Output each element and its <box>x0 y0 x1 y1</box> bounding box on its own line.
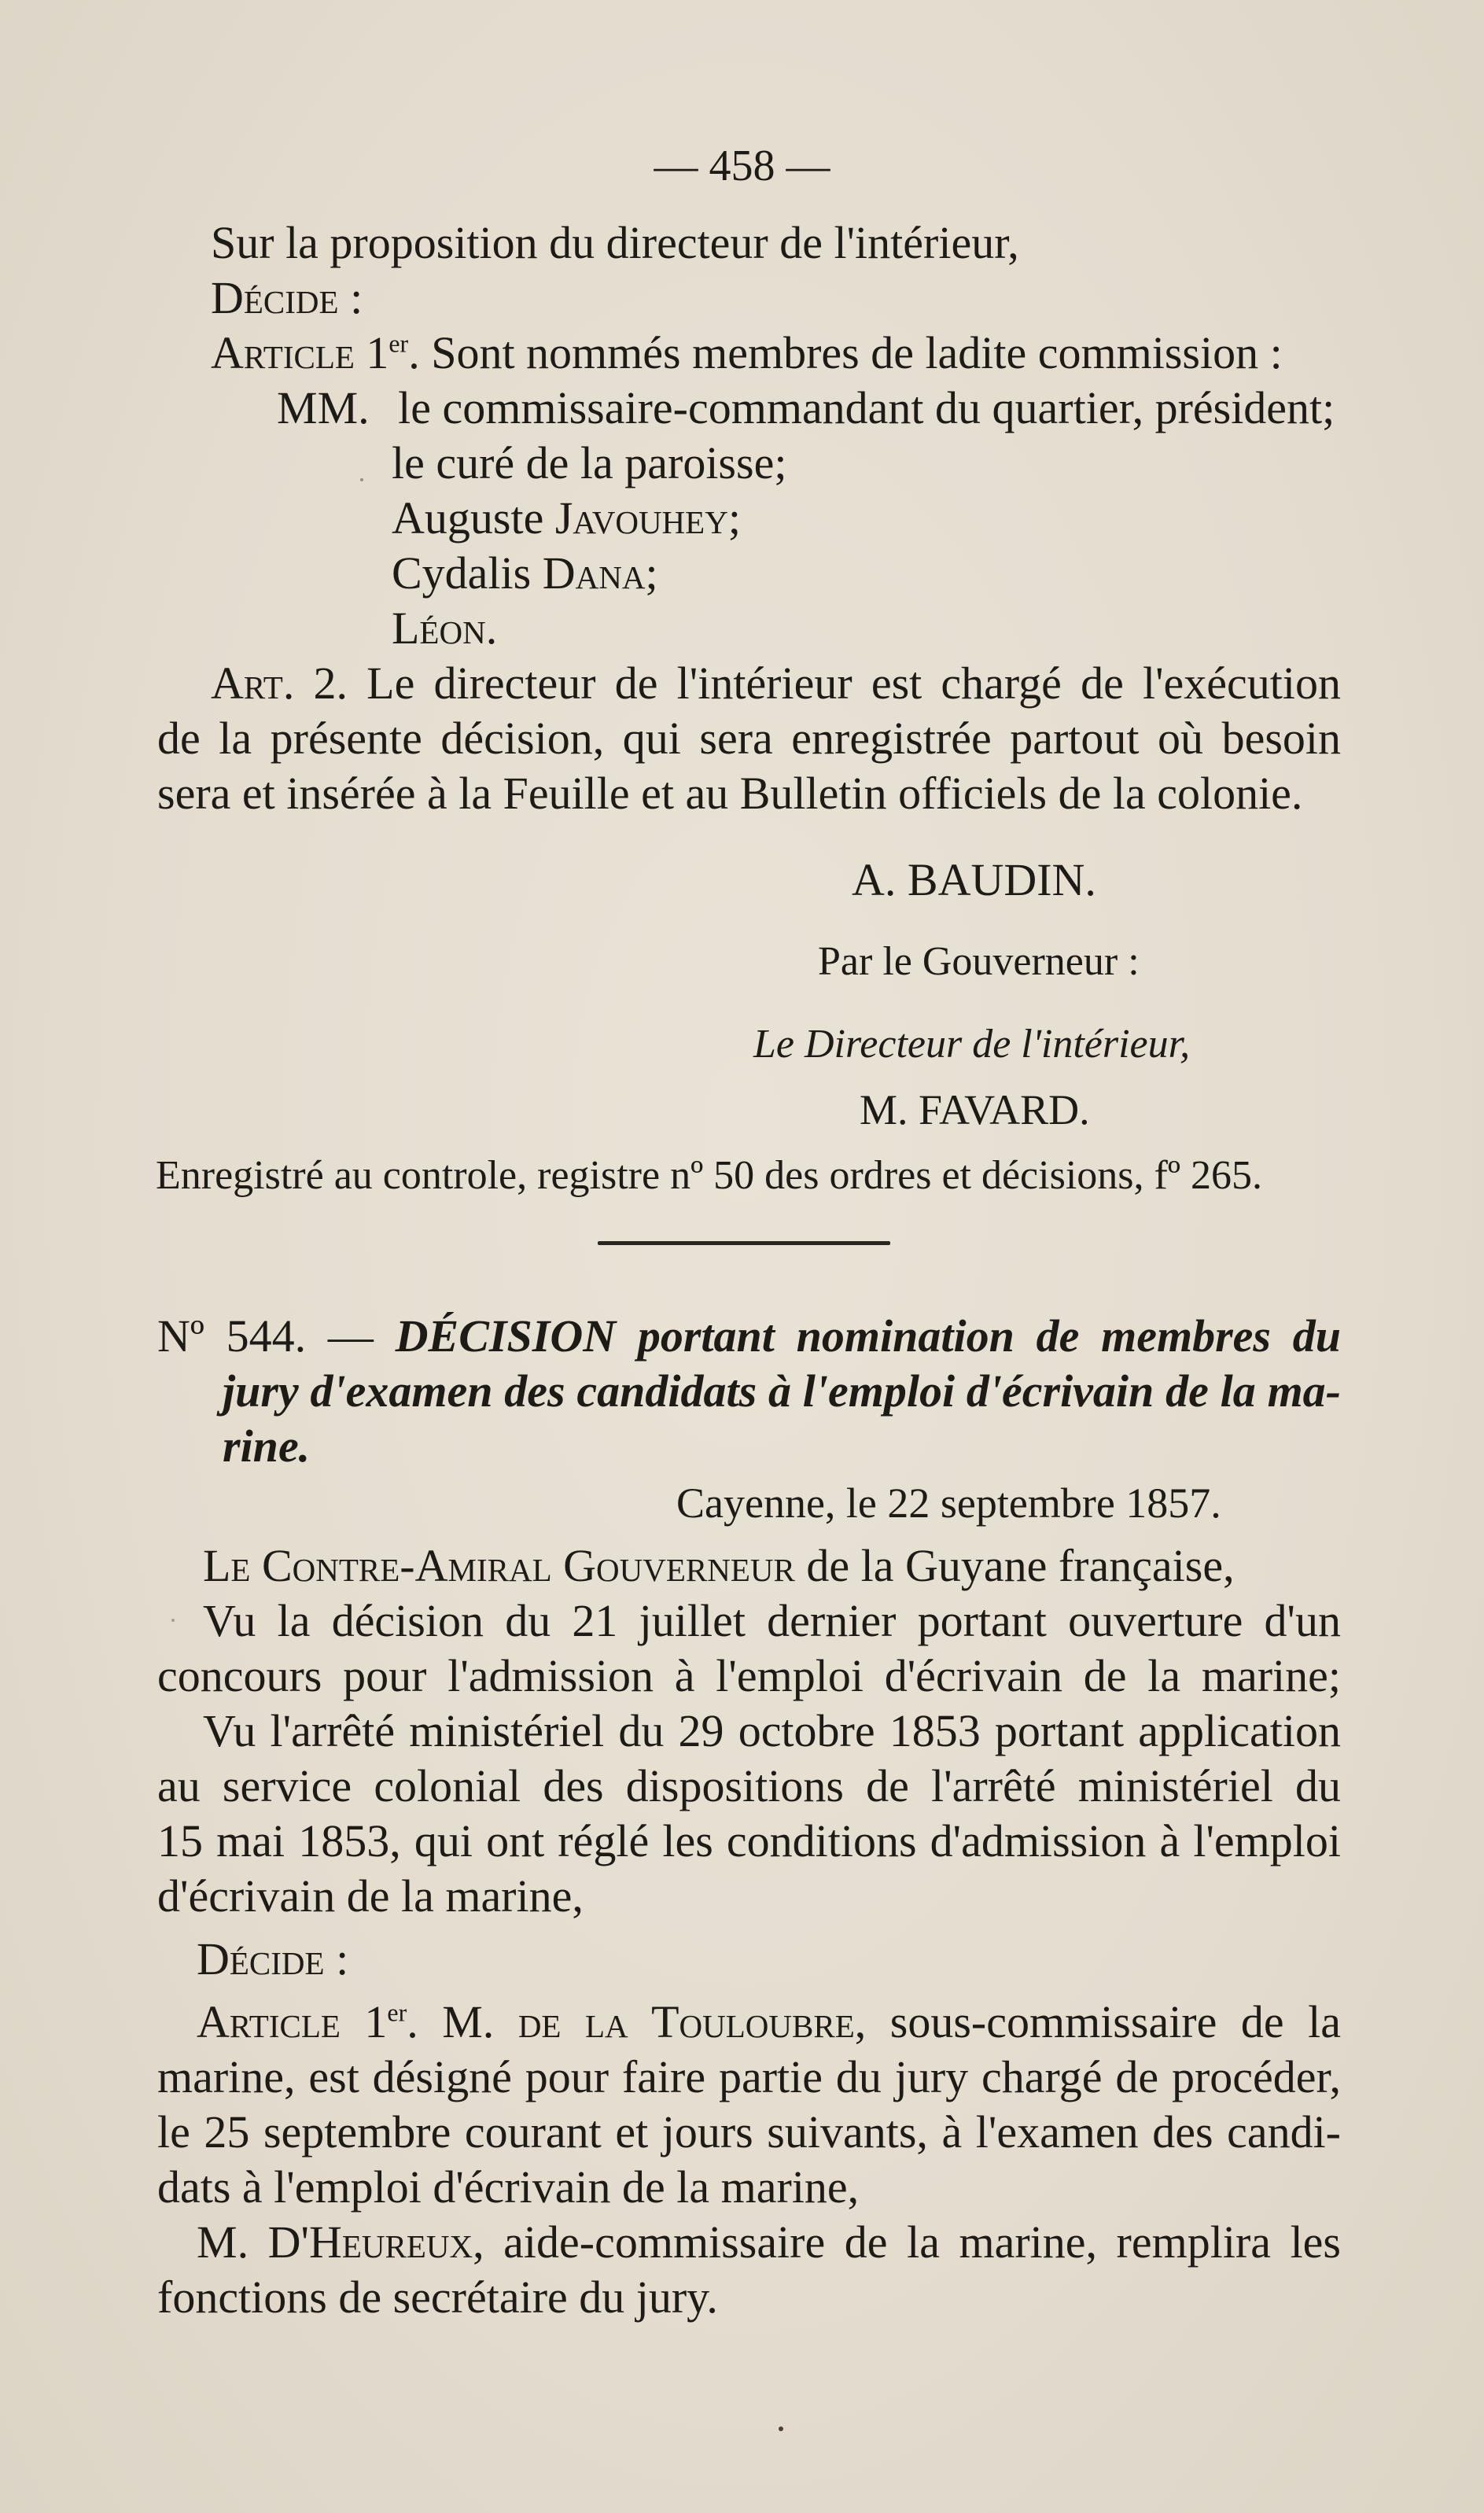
member-line-3 <box>392 492 741 544</box>
article-2-line-1 <box>211 658 1341 709</box>
article-2-label: Art. <box>211 658 295 709</box>
page-number: — 458 — <box>654 142 830 190</box>
member-name: Dana <box>542 547 646 599</box>
decide-label: Décide : <box>211 272 363 323</box>
decision-title: DÉCISION portant nomination de membres du <box>395 1310 1342 1362</box>
article-2-line-3: sera et insérée à la Feuille et au Bulletin officiels de la colonie. <box>157 768 1303 819</box>
registration-note: Enregistré au controle, registre nº 50 des ordres et décisions, fº 265. <box>156 1153 1262 1198</box>
decision-heading-line-3: rine. <box>223 1420 311 1472</box>
decide-label-2: Décide : <box>197 1933 349 1984</box>
signature: A. BAUDIN. <box>852 854 1096 905</box>
paper-speck <box>779 2426 783 2431</box>
vu-line-3: Vu l'arrêté ministériel du 29 octobre 1853 portant application <box>203 1705 1341 1756</box>
governor-title: Le Contre-Amiral Gouverneur <box>203 1540 795 1591</box>
article-1b-text: , sous-commissaire de la <box>854 1996 1341 2047</box>
secretary-line-1 <box>197 2216 1341 2268</box>
article-1b-line-1 <box>197 1996 1341 2048</box>
directeur-name: M. FAVARD. <box>860 1086 1090 1133</box>
governor-line <box>203 1540 1235 1592</box>
section-separator-rule <box>598 1241 890 1245</box>
article-1-label: Article 1 <box>211 327 389 378</box>
member-prefix: MM. <box>277 382 370 433</box>
article-2-line-2: de la présente décision, qui sera enregistrée partout où besoin <box>157 713 1341 764</box>
decision-heading-line-1 <box>157 1310 1341 1362</box>
vu-line-6: d'écrivain de la marine, <box>157 1870 584 1922</box>
vu-line-5: 15 mai 1853, qui ont réglé les conditions d'admission à l'emploi <box>157 1815 1341 1866</box>
member-line-2 <box>392 437 786 489</box>
article-1b-line-3: le 25 septembre courant et jours suivants, à l'examen des candi- <box>157 2106 1341 2157</box>
member-text: le curé de la paroisse; <box>392 437 787 488</box>
paper-speck <box>360 478 363 481</box>
intro-line: Sur la proposition du directeur de l'intérieur, <box>211 217 1019 268</box>
decision-heading-line-2: jury d'examen des candidats à l'emploi d'écrivain de la ma- <box>223 1365 1341 1417</box>
member-suffix: ; <box>727 492 741 544</box>
member-text: le commissaire-commandant du quartier, président; <box>398 382 1335 433</box>
member-suffix: . <box>485 602 498 654</box>
article-2-text: 2. Le directeur de l'intérieur est chargé de l'exécution <box>313 658 1342 709</box>
article-1b-label: Article 1 <box>197 1996 388 2047</box>
secretary-text: , aide-commissaire de la marine, remplira les <box>473 2216 1341 2268</box>
member-suffix: ; <box>645 547 658 599</box>
paper-speck <box>171 1619 175 1622</box>
place-date: Cayenne, le 22 septembre 1857. <box>676 1479 1221 1527</box>
article-1b-sup: er <box>387 1999 407 2027</box>
directeur-title: Le Directeur de l'intérieur, <box>753 1022 1191 1067</box>
secretary-line-2: fonctions de secrétaire du jury. <box>157 2272 718 2323</box>
vu-line-2: concours pour l'admission à l'emploi d'écrivain de la marine; <box>157 1650 1341 1701</box>
article-1b-line-4: dats à l'emploi d'écrivain de la marine, <box>157 2161 860 2213</box>
vu-line-4: au service colonial des dispositions de l'arrêté ministériel du <box>157 1760 1341 1811</box>
decision-dash: — <box>327 1310 374 1362</box>
member-name: Javouhey <box>554 492 728 544</box>
member-line-1 <box>277 382 1335 434</box>
member-line-5 <box>392 602 497 654</box>
article-1b-lead: . M. <box>407 1996 518 2047</box>
article-1b-name: de la Touloubre <box>517 1996 855 2047</box>
member-text: Auguste <box>392 492 555 544</box>
governor-rest: de la Guyane française, <box>794 1540 1235 1591</box>
secretary-lead: M. D' <box>197 2216 309 2268</box>
member-name: Léon <box>392 602 486 654</box>
member-line-4 <box>392 547 658 599</box>
secretary-name: Heureux <box>308 2216 473 2268</box>
article-1b-line-2: marine, est désigné pour faire partie du jury chargé de procéder, <box>157 2051 1341 2102</box>
article-1-text: . Sont nommés membres de ladite commission : <box>408 327 1283 378</box>
decision-number: Nº 544. <box>157 1310 307 1362</box>
article-1-line <box>211 327 1341 379</box>
member-text: Cydalis <box>392 547 543 599</box>
par-gouverneur: Par le Gouverneur : <box>818 939 1140 984</box>
article-1-sup: er <box>388 330 409 358</box>
vu-line-1: Vu la décision du 21 juillet dernier portant ouverture d'un <box>203 1595 1341 1646</box>
